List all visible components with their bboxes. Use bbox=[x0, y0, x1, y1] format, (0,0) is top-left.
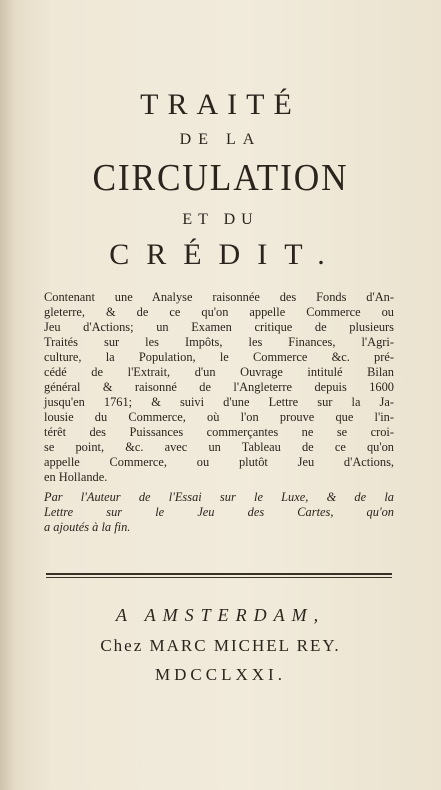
author-line: a ajoutés à la fin. bbox=[44, 520, 131, 534]
description-line: en Hollande. bbox=[44, 470, 108, 484]
divider-rule-thin bbox=[46, 577, 392, 578]
description-line: se point, &c. avec un Tableau de ce qu'on bbox=[44, 440, 394, 454]
author-attribution bbox=[44, 490, 394, 535]
description-paragraph bbox=[44, 290, 394, 485]
title-line-credit: CRÉDIT. bbox=[109, 238, 342, 271]
title-line-traite: TRAITÉ bbox=[140, 88, 301, 121]
divider-rule-thick bbox=[46, 573, 392, 575]
description-line: térêt des Puissances commerçantes ne se croi- bbox=[44, 425, 394, 439]
description-line: gleterre, & de ce qu'on appelle Commerce ou bbox=[44, 305, 394, 319]
description-line: Contenant une Analyse raisonnée des Fonds d'An- bbox=[44, 290, 394, 304]
imprint-publisher: Chez MARC MICHEL REY. bbox=[100, 636, 341, 655]
author-line: Lettre sur le Jeu des Cartes, qu'on bbox=[44, 505, 394, 519]
description-line: culture, la Population, le Commerce &c. pré- bbox=[44, 350, 394, 364]
title-line-circulation: CIRCULATION bbox=[92, 157, 349, 199]
imprint-place: A AMSTERDAM, bbox=[115, 605, 326, 625]
description-line: jusqu'en 1761; & suivi d'une Lettre sur la Ja- bbox=[44, 395, 394, 409]
title-line-de-la: DE LA bbox=[179, 131, 262, 148]
description-line: lousie du Commerce, où l'on prouve que l'in- bbox=[44, 410, 394, 424]
imprint-year: MDCCLXXI. bbox=[155, 665, 286, 684]
description-line: Traités sur les Impôts, les Finances, l'Agri- bbox=[44, 335, 394, 349]
description-line: cédé de l'Extrait, d'un Ouvrage intitulé Bilan bbox=[44, 365, 394, 379]
title-line-et-du: ET DU bbox=[182, 211, 259, 228]
description-line: général & raisonné de l'Angleterre depuis 1600 bbox=[44, 380, 394, 394]
description-line: appelle Commerce, ou plutôt Jeu d'Actions, bbox=[44, 455, 394, 469]
author-line: Par l'Auteur de l'Essai sur le Luxe, & de la bbox=[44, 490, 394, 504]
description-line: Jeu d'Actions; un Examen critique de plusieurs bbox=[44, 320, 394, 334]
